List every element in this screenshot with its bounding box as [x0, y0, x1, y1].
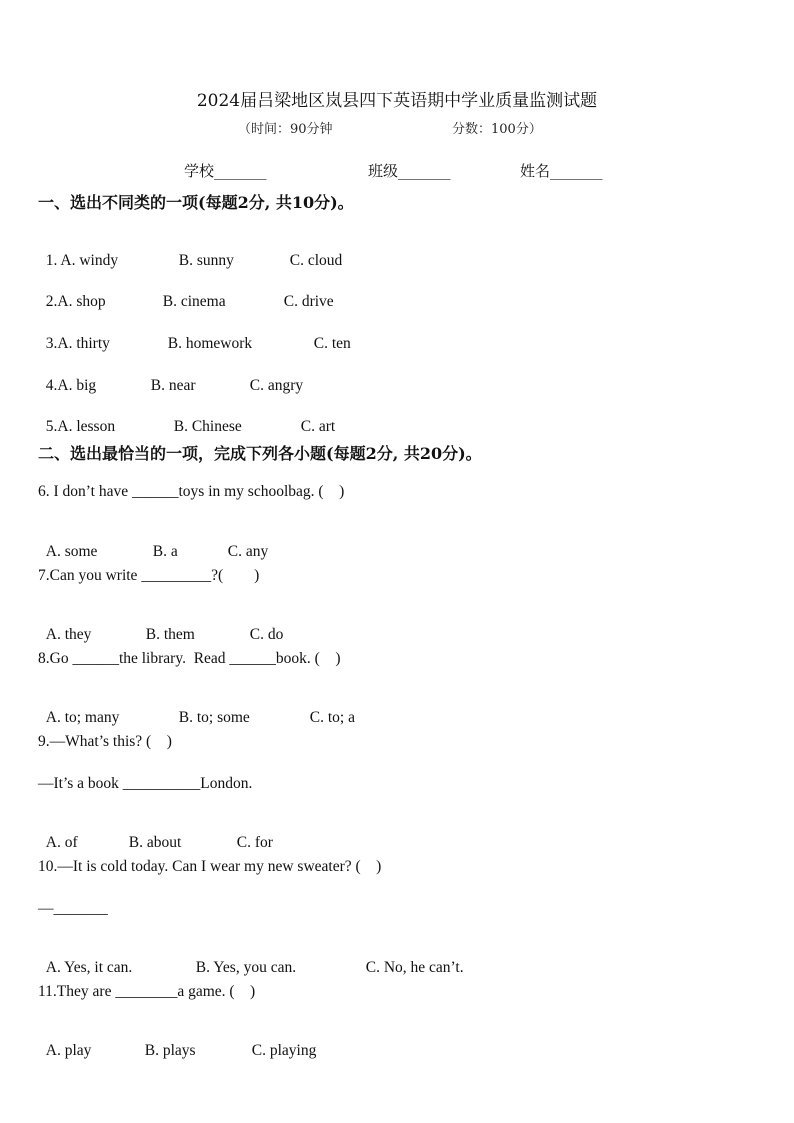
question-8-options	[38, 691, 355, 727]
option-a: 2.A. shop	[45, 293, 106, 310]
question-9-stem: 9.—What’s this? ( )	[38, 733, 172, 750]
question-7-options	[38, 608, 283, 644]
exam-score: 分数：100分）	[452, 122, 542, 137]
question-2	[38, 275, 334, 311]
option-a: 3.A. thirty	[45, 335, 110, 352]
option-c: C. for	[236, 834, 273, 851]
option-a: A. they	[45, 626, 92, 643]
option-a: 5.A. lesson	[45, 418, 116, 435]
question-6-stem: 6. I don’t have ______toys in my schoolbag. ( )	[38, 483, 345, 500]
question-9-options	[38, 816, 273, 852]
option-c: C. do	[249, 626, 284, 643]
question-10-stem2: —_______	[38, 900, 108, 917]
question-1	[38, 234, 342, 270]
option-b: B. homework	[167, 335, 253, 352]
option-c: C. ten	[313, 335, 351, 352]
option-c: C. to; a	[309, 709, 355, 726]
option-b: B. Yes, you can.	[195, 959, 297, 976]
option-b: B. about	[128, 834, 182, 851]
option-c: C. cloud	[289, 252, 343, 269]
question-10-stem: 10.—It is cold today. Can I wear my new sweater? ( )	[38, 858, 382, 875]
section1-heading: 一、选出不同类的一项(每题2分, 共10分)。	[38, 193, 354, 212]
section2-heading: 二、选出最恰当的一项，完成下列各小题(每题2分, 共20分)。	[38, 444, 482, 463]
question-11-options	[38, 1024, 316, 1060]
option-c: C. drive	[283, 293, 334, 310]
option-a: A. some	[45, 543, 98, 560]
question-5	[38, 400, 335, 436]
option-c: C. angry	[249, 377, 304, 394]
page-title: 2024届吕梁地区岚县四下英语期中学业质量监测试题	[196, 91, 598, 111]
question-8-stem: 8.Go ______the library. Read ______book. ( )	[38, 650, 341, 667]
option-c: C. No, he can’t.	[365, 959, 464, 976]
option-c: C. any	[227, 543, 269, 560]
option-b: B. a	[152, 543, 178, 560]
option-b: B. Chinese	[173, 418, 242, 435]
option-b: B. to; some	[178, 709, 250, 726]
option-c: C. playing	[251, 1042, 317, 1059]
option-a: A. Yes, it can.	[45, 959, 133, 976]
name-field: 姓名_______	[520, 162, 603, 180]
question-3	[38, 317, 351, 353]
class-field: 班级_______	[368, 162, 451, 180]
option-b: B. plays	[144, 1042, 196, 1059]
option-a: A. of	[45, 834, 78, 851]
question-10-options	[38, 941, 464, 977]
question-6-options	[38, 525, 268, 561]
option-a: A. to; many	[45, 709, 120, 726]
option-b: B. them	[145, 626, 195, 643]
exam-time: （时间：90分钟	[238, 122, 333, 137]
option-c: C. art	[300, 418, 336, 435]
question-11-stem: 11.They are ________a game. ( )	[38, 983, 256, 1000]
question-4	[38, 359, 303, 395]
school-field: 学校_______	[184, 162, 267, 180]
question-7-stem: 7.Can you write _________?( )	[38, 567, 260, 584]
option-a: 4.A. big	[45, 377, 97, 394]
option-b: B. cinema	[162, 293, 226, 310]
question-9-stem2: —It’s a book __________London.	[38, 775, 253, 792]
option-b: B. near	[150, 377, 196, 394]
option-a: A. play	[45, 1042, 92, 1059]
option-b: B. sunny	[178, 252, 234, 269]
option-a: 1. A. windy	[45, 252, 119, 269]
